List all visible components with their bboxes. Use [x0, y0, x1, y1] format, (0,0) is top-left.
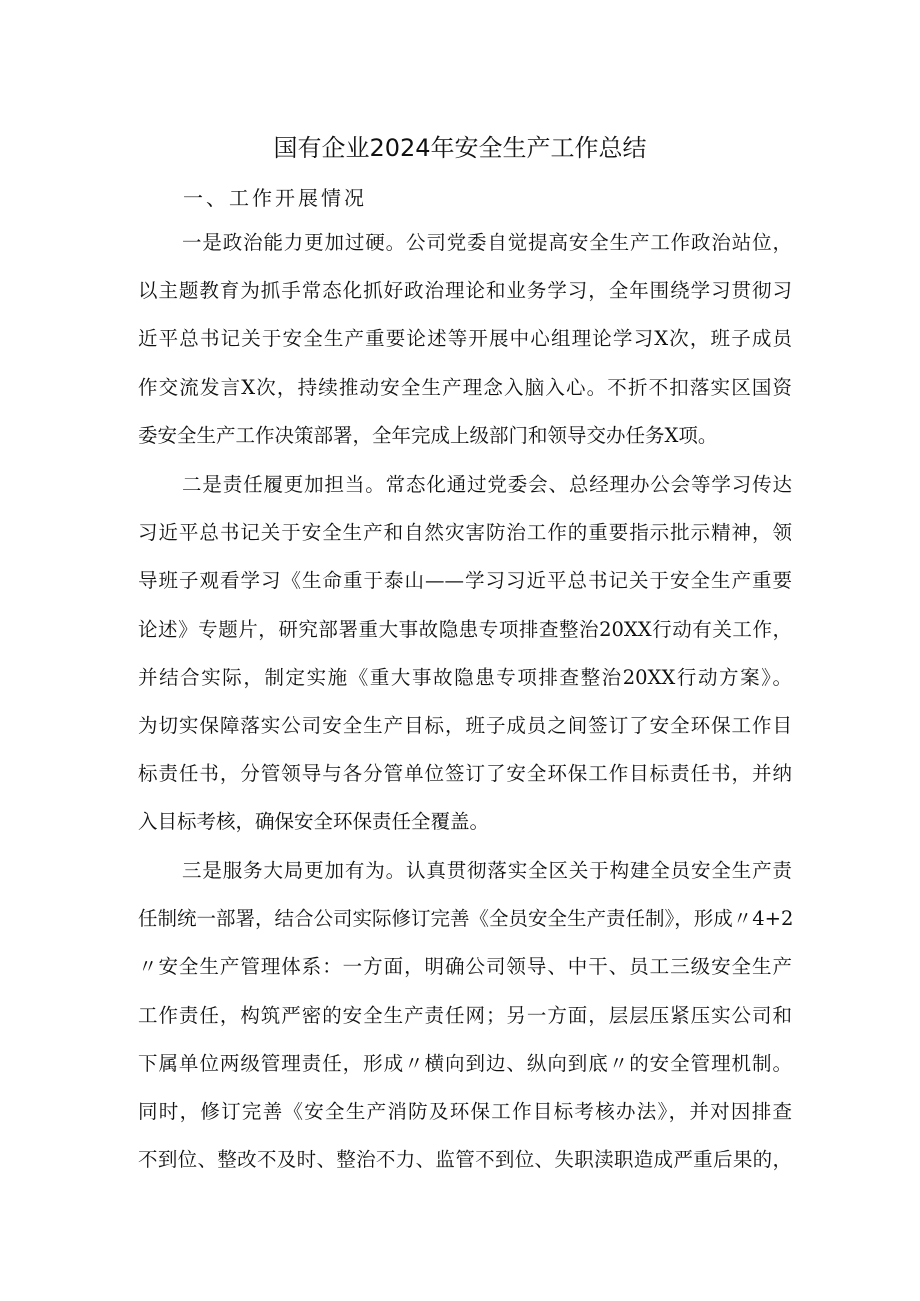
paragraph-line: 并结合实际，制定实施《重大事故隐患专项排查整治20XX行动方案》。: [138, 665, 792, 689]
paragraph-line: 同时，修订完善《安全生产消防及环保工作目标考核办法》，并对因排查: [138, 1099, 792, 1123]
paragraph-line: 一是政治能力更加过硬。公司党委自觉提高安全生产工作政治站位，: [182, 231, 792, 254]
paragraph-line: 三是服务大局更加有为。认真贯彻落实全区关于构建全员安全生产责: [182, 859, 792, 882]
paragraph-line: 委安全生产工作决策部署，全年完成上级部门和领导交办任务X项。: [138, 423, 718, 447]
paragraph-line: 习近平总书记关于安全生产和自然灾害防治工作的重要指示批示精神，领: [138, 521, 792, 545]
paragraph-line: 为切实保障落实公司安全生产目标，班子成员之间签订了安全环保工作目: [138, 713, 792, 737]
paragraph-line: 二是责任履更加担当。常态化通过党委会、总经理办公会等学习传达: [182, 473, 792, 496]
paragraph-line: 入目标考核，确保安全环保责任全覆盖。: [138, 810, 490, 834]
paragraph-line: 标责任书，分管领导与各分管单位签订了安全环保工作目标责任书，并纳: [138, 762, 792, 786]
paragraph-responsibility: [138, 461, 792, 847]
paragraph-political: [138, 219, 792, 460]
paragraph-line: 导班子观看学习《生命重于泰山——学习习近平总书记关于安全生产重要: [138, 569, 792, 593]
section-heading: 一、工作开展情况: [183, 186, 367, 210]
paragraph-line: 近平总书记关于安全生产重要论述等开展中心组理论学习X次，班子成员: [138, 327, 792, 351]
paragraph-service: [138, 847, 792, 1184]
document-title: 国有企业2024年安全生产工作总结: [273, 134, 647, 162]
paragraph-line: 工作责任，构筑严密的安全生产责任网；另一方面，层层压紧压实公司和: [138, 1003, 792, 1027]
paragraph-line: 论述》专题片，研究部署重大事故隐患专项排查整治20XX行动有关工作，: [138, 617, 792, 641]
paragraph-line: 不到位、整改不及时、整治不力、监管不到位、失职渎职造成严重后果的，: [138, 1148, 792, 1172]
paragraph-line: 以主题教育为抓手常态化抓好政治理论和业务学习，全年围绕学习贯彻习: [138, 279, 792, 303]
paragraph-line: 下属单位两级管理责任，形成〃横向到边、纵向到底〃的安全管理机制。: [138, 1051, 792, 1075]
paragraph-line: 〃安全生产管理体系：一方面，明确公司领导、中干、员工三级安全生产: [138, 955, 792, 979]
paragraph-line: 作交流发言X次，持续推动安全生产理念入脑入心。不折不扣落实区国资: [138, 375, 792, 399]
paragraph-line: 任制统一部署，结合公司实际修订完善《全员安全生产责任制》，形成〃4+2: [138, 907, 794, 931]
